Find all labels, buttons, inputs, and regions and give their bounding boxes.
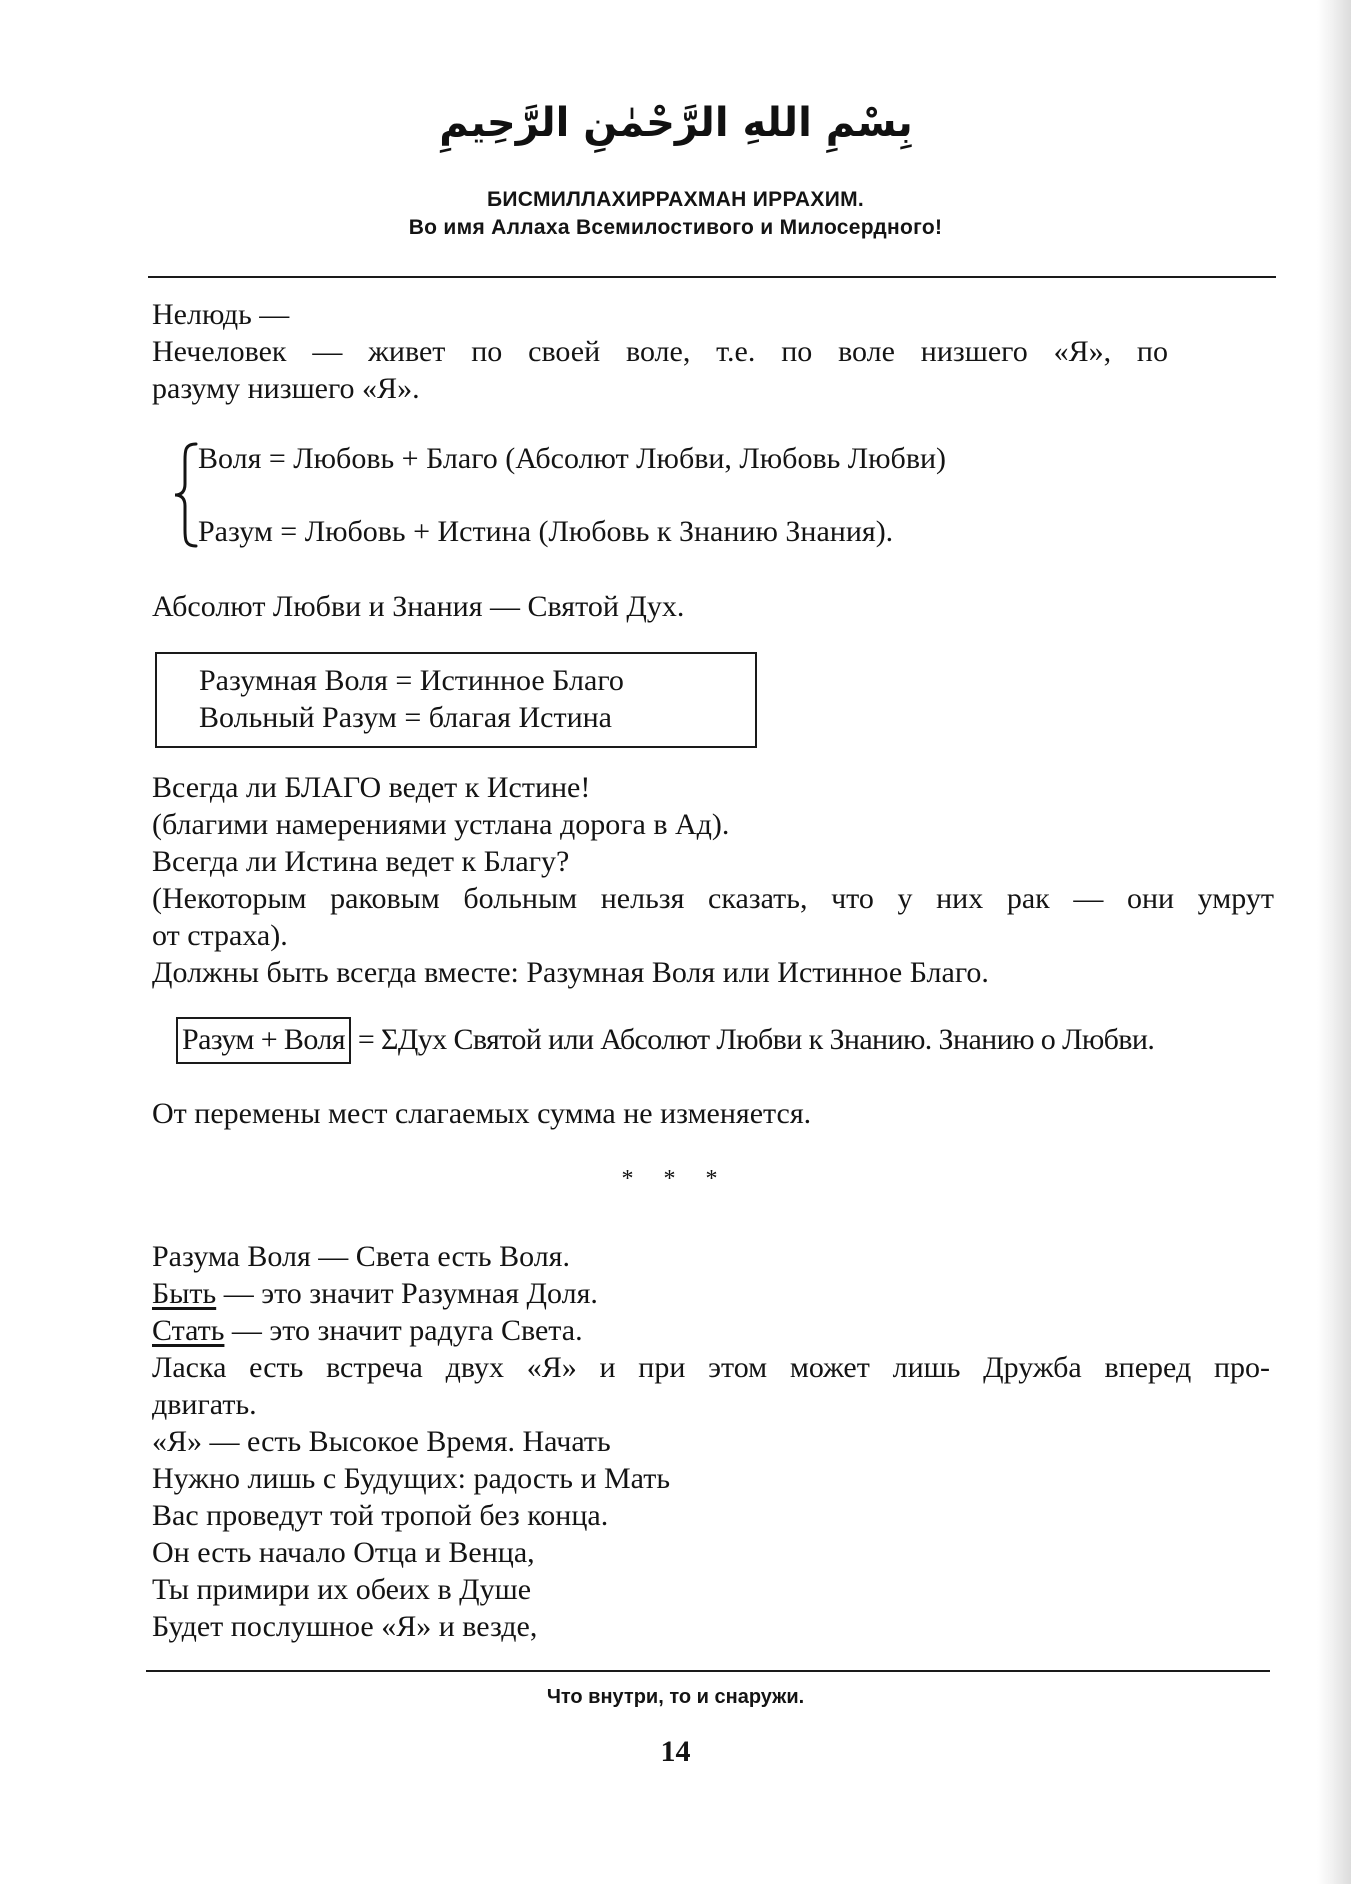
- underlined-word: Стать: [152, 1314, 225, 1347]
- questions-block: [152, 769, 1274, 991]
- svg-text:بِسْمِ اللهِ الرَّحْمٰنِ الرَّ: بِسْمِ اللهِ الرَّحْمٰنِ الرَّحِيمِ: [438, 100, 913, 146]
- footer-rule: [146, 1670, 1270, 1672]
- section-separator: * * *: [621, 1166, 730, 1192]
- formula-boxed-term: Разум + Воля: [176, 1017, 351, 1064]
- text-line: (Некоторым раковым больным нельзя сказать, что у них рак — они умрут: [152, 882, 1274, 915]
- poem-block: [152, 1238, 1270, 1645]
- brace-line-will: Воля = Любовь + Благо (Абсолют Любви, Любовь Любви): [198, 442, 947, 475]
- brace-line-reason: Разум = Любовь + Истина (Любовь к Знанию Знания).: [198, 515, 894, 548]
- poem-line: Он есть начало Отца и Венца,: [152, 1536, 535, 1569]
- absolute-line: Абсолют Любви и Знания — Святой Дух.: [152, 590, 685, 623]
- boxed-line: Вольный Разум = благая Истина: [199, 701, 612, 734]
- page-edge-shadow: [1317, 0, 1351, 1884]
- text-line: Должны быть всегда вместе: Разумная Воля или Истинное Благо.: [152, 956, 989, 989]
- bismillah-calligraphy: [438, 78, 913, 168]
- header-rule: [148, 276, 1276, 278]
- poem-line: Вас проведут той тропой без конца.: [152, 1499, 609, 1532]
- poem-line: Стать — это значит радуга Света.: [152, 1314, 583, 1347]
- brace-group: [172, 440, 1132, 550]
- poem-line: Ты примири их обеих в Душе: [152, 1573, 532, 1606]
- text-line: Всегда ли БЛАГО ведет к Истине!: [152, 771, 591, 804]
- intro-block: [152, 296, 1168, 407]
- page-number: 14: [660, 1735, 691, 1768]
- boxed-statement: [155, 652, 757, 748]
- boxed-line: Разумная Воля = Истинное Благо: [199, 664, 624, 697]
- header-transliteration: БИСМИЛЛАХИРРАХМАН ИРРАХИМ.: [486, 188, 865, 211]
- footer-motto: Что внутри, то и снаружи.: [546, 1686, 805, 1708]
- formula-rest: = ΣДух Святой или Абсолют Любви к Знанию. Знанию о Любви.: [357, 1023, 1155, 1056]
- poem-line: Разума Воля — Света есть Воля.: [152, 1240, 570, 1273]
- text-line: от страха).: [152, 919, 288, 952]
- header-translation: Во имя Аллаха Всемилостивого и Милосердного!: [408, 216, 943, 239]
- sum-formula: [176, 1017, 1154, 1064]
- text-line: Нечеловек — живет по своей воле, т.е. по воле низшего «Я», по: [152, 335, 1168, 368]
- poem-line: Быть — это значит Разумная Доля.: [152, 1277, 598, 1310]
- text-line: Нелюдь —: [152, 298, 290, 331]
- underlined-word: Быть: [152, 1277, 217, 1310]
- text-line: Всегда ли Истина ведет к Благу?: [152, 845, 570, 878]
- text-line: разуму низшего «Я».: [152, 372, 420, 405]
- poem-line: «Я» — есть Высокое Время. Начать: [152, 1425, 611, 1458]
- poem-line: Нужно лишь с Будущих: радость и Мать: [152, 1462, 671, 1495]
- poem-line: двигать.: [152, 1388, 257, 1421]
- page-header: [0, 78, 1351, 242]
- poem-line: Ласка есть встреча двух «Я» и при этом может лишь Дружба вперед про-: [152, 1351, 1270, 1384]
- sum-line: От перемены мест слагаемых сумма не изменяется.: [152, 1097, 812, 1130]
- text-line: (благими намерениями устлана дорога в Ад).: [152, 808, 730, 841]
- poem-line: Будет послушное «Я» и везде,: [152, 1610, 538, 1643]
